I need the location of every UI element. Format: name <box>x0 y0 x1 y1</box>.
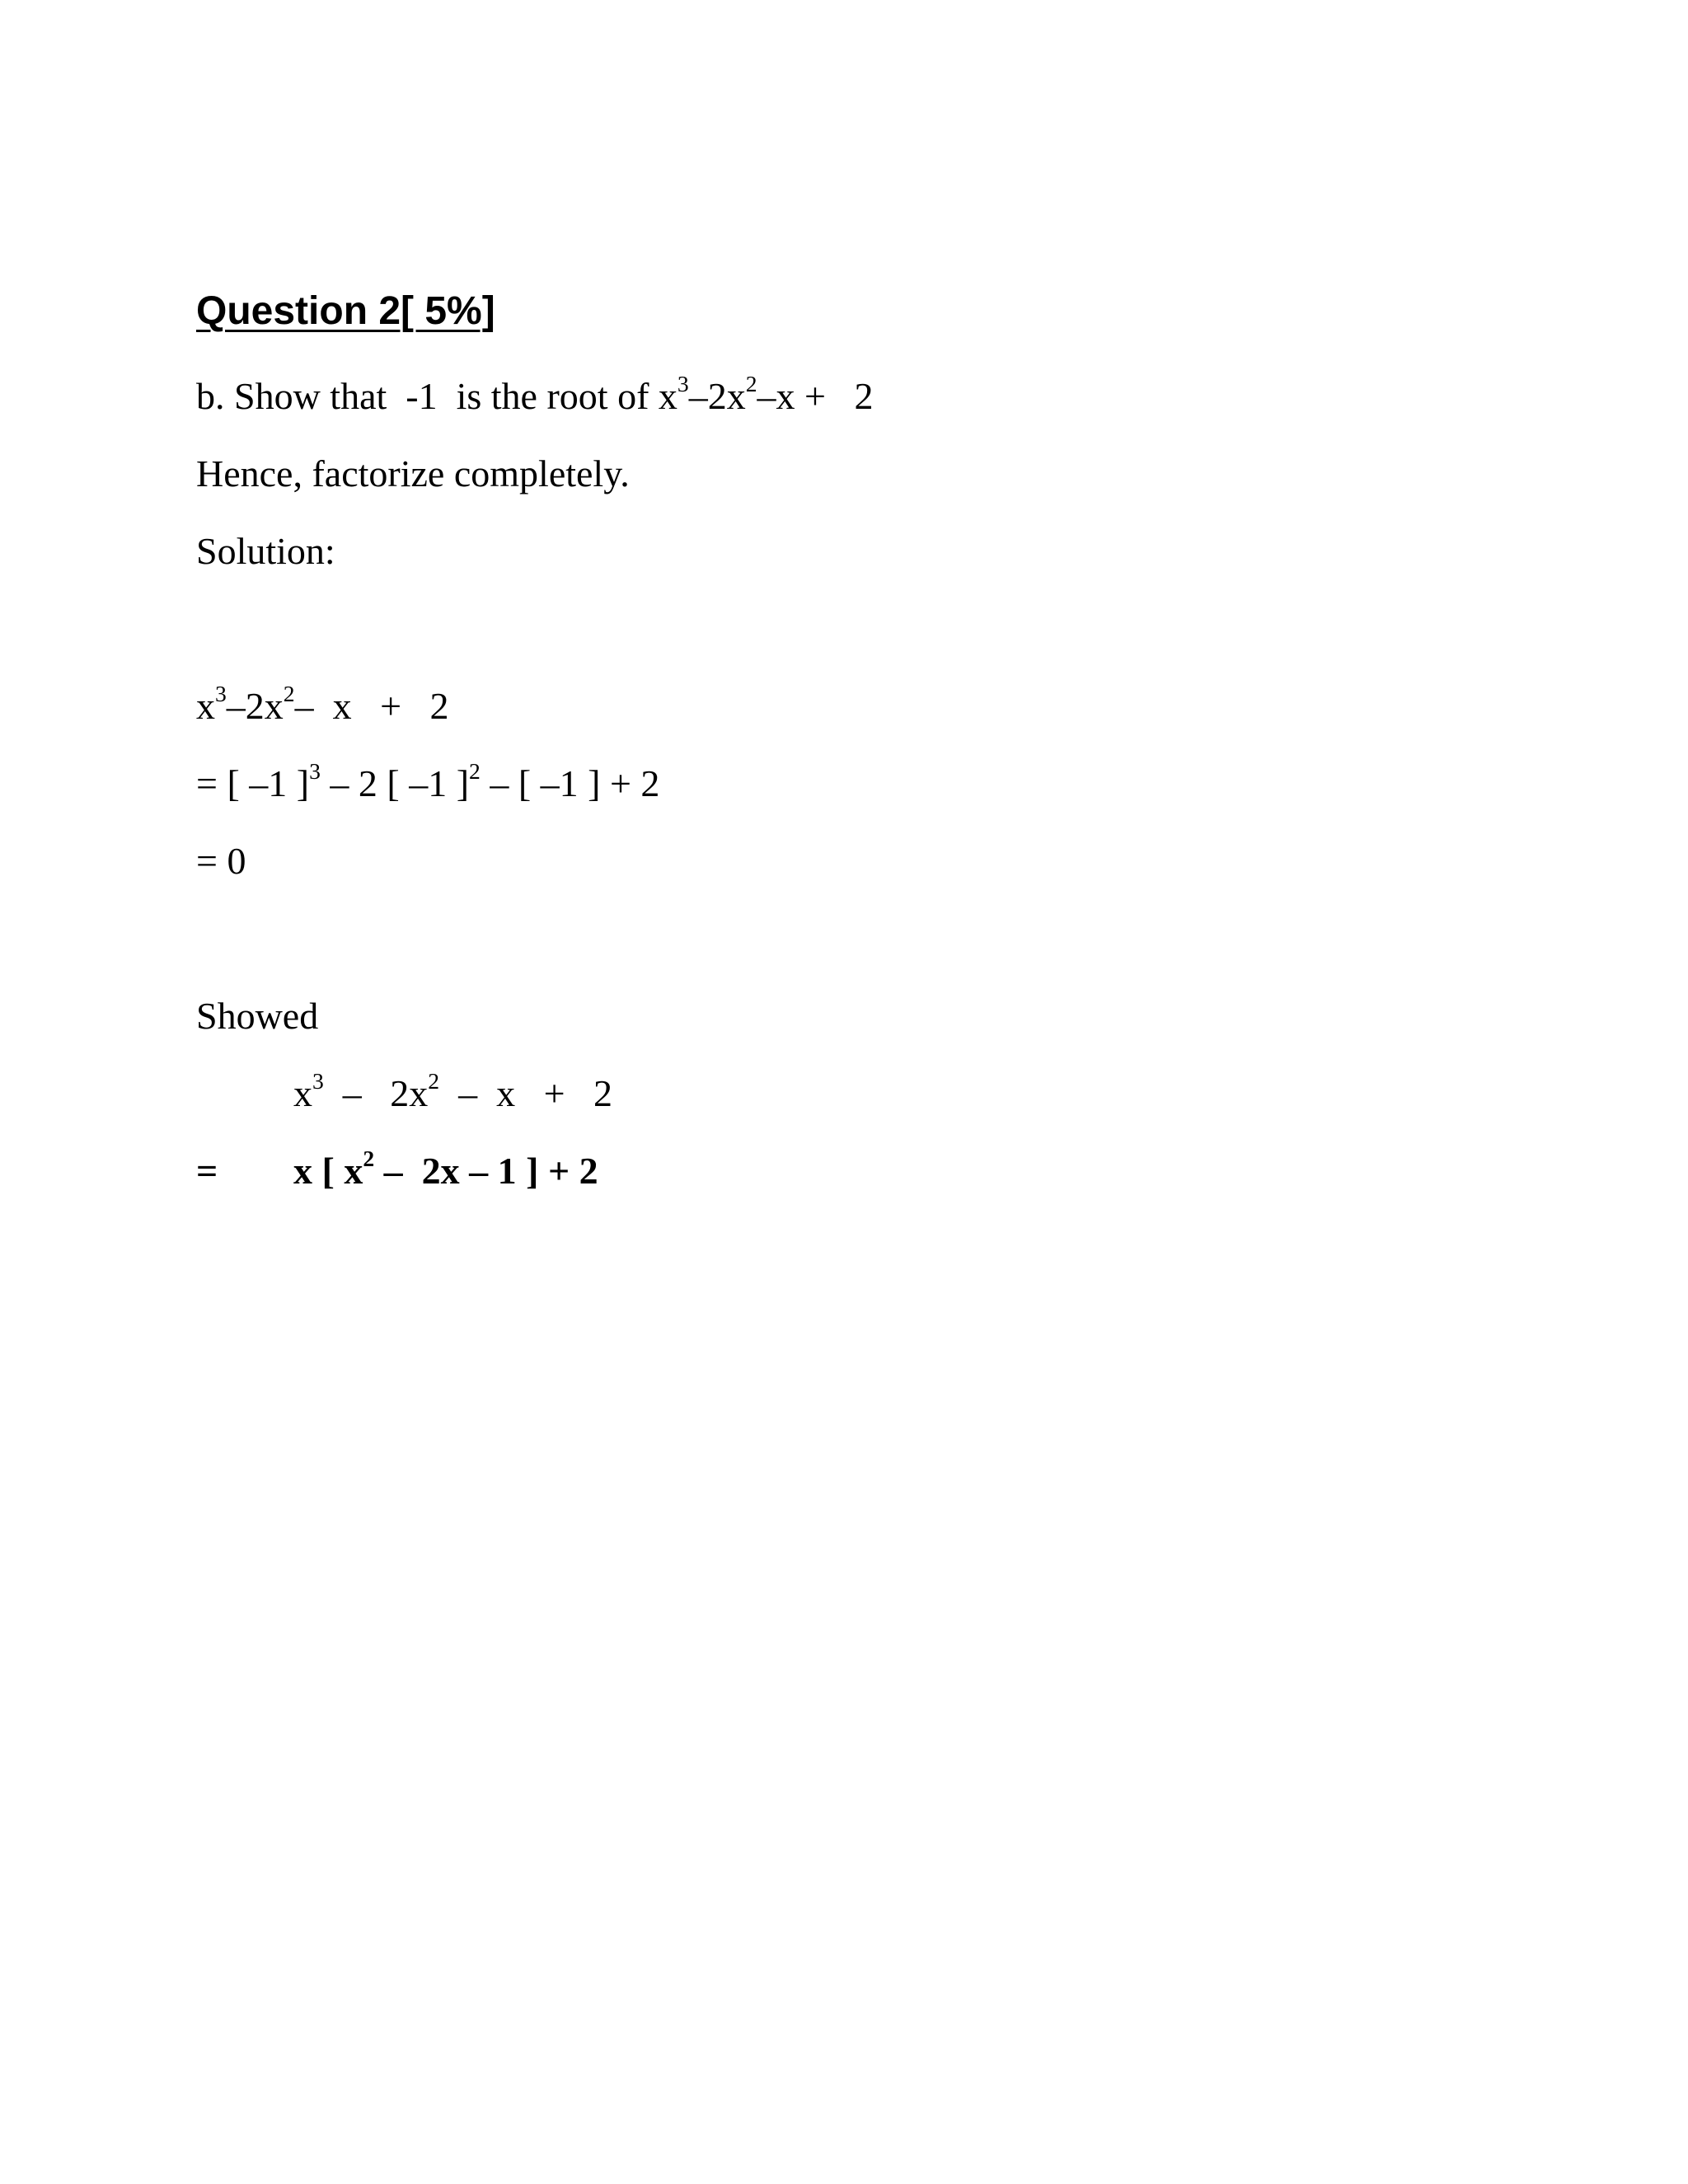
factor-line-2 <box>293 1146 598 1192</box>
showed-label: Showed <box>196 995 319 1037</box>
factor-line-1-exp2: 2 <box>428 1068 440 1094</box>
solution-label: Solution: <box>196 530 335 572</box>
work-line-2-exp3: 3 <box>309 758 321 785</box>
prompt-text: b. Show that -1 is the root of <box>196 375 659 417</box>
work-line-1-tail: – x + 2 <box>294 685 449 727</box>
work-line-3: = 0 <box>196 840 246 882</box>
instruction-text: Hence, factorize completely. <box>196 452 630 494</box>
work-line-2-a: = [ –1 ] <box>196 762 310 804</box>
factor-line-1 <box>293 1068 613 1114</box>
prompt-expr-mid: –2x <box>688 375 746 417</box>
work-line-2 <box>196 758 660 804</box>
factor-line-1-tail: – x + 2 <box>439 1072 613 1114</box>
factor-line-1-x: x <box>293 1072 312 1114</box>
factor-line-2-a: x [ x <box>293 1150 363 1192</box>
prompt-exponent-3: 3 <box>677 371 689 397</box>
factor-line-2-exp2: 2 <box>363 1146 375 1172</box>
prompt-expr-tail: –x + 2 <box>757 375 874 417</box>
question-prompt <box>196 371 874 417</box>
question-heading: Question 2[ 5%] <box>196 289 495 333</box>
work-line-1-x: x <box>196 685 215 727</box>
prompt-expr-x: x <box>658 375 678 417</box>
work-line-2-c: – [ –1 ] + 2 <box>480 762 660 804</box>
work-line-1-exp2: 2 <box>283 681 295 707</box>
work-line-1-mid: –2x <box>226 685 284 727</box>
work-line-2-b: – 2 [ –1 ] <box>320 762 470 804</box>
factor-line-2-b: – 2x – 1 ] + 2 <box>374 1150 598 1192</box>
factor-line-1-exp3: 3 <box>312 1068 324 1094</box>
work-line-2-exp2: 2 <box>469 758 481 785</box>
work-line-1-exp3: 3 <box>215 681 227 707</box>
work-line-1 <box>196 681 449 727</box>
factor-equals-sign: = <box>196 1150 218 1192</box>
prompt-exponent-2: 2 <box>745 371 757 397</box>
factor-line-1-mid: – 2x <box>323 1072 429 1114</box>
